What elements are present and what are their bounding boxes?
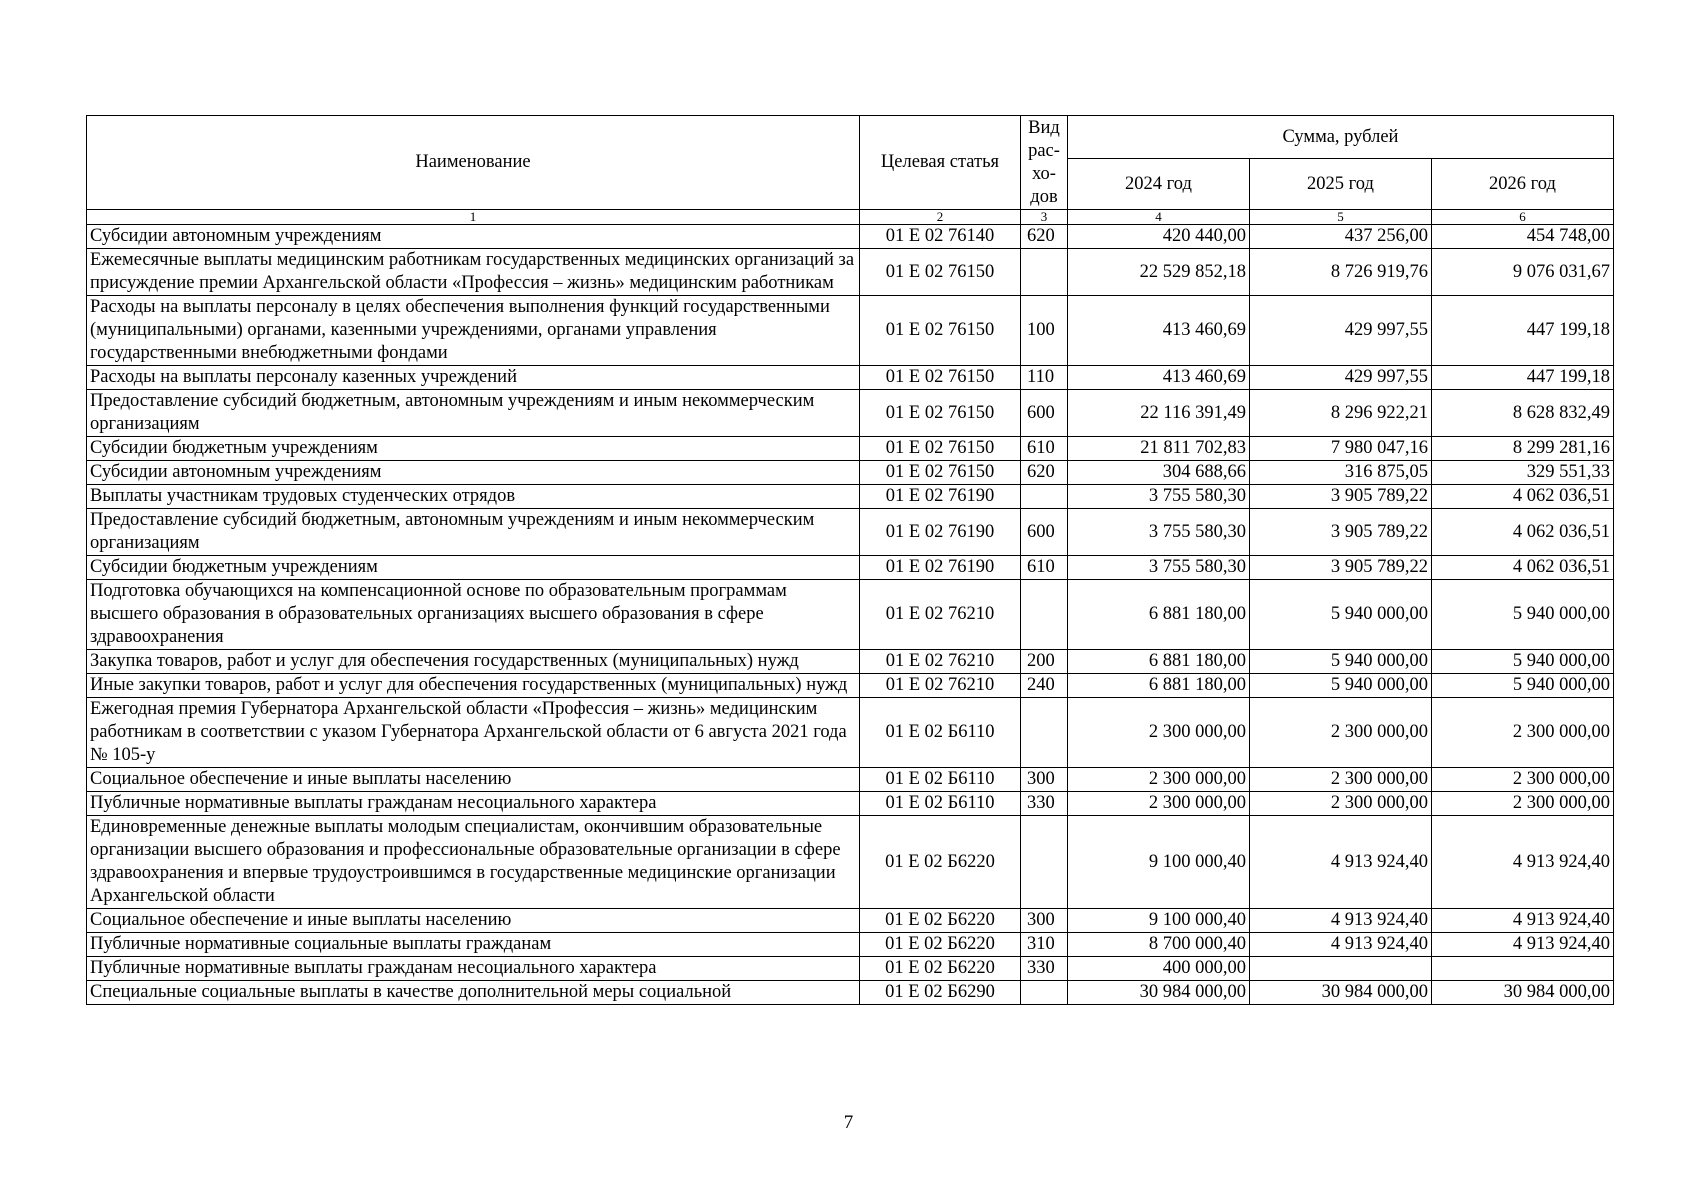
row-amount-2024-cell: 3 755 580,30 — [1068, 485, 1250, 509]
row-amount-2026-cell: 4 913 924,40 — [1432, 933, 1614, 957]
row-amount-2026-cell: 447 199,18 — [1432, 296, 1614, 366]
row-amount-2025-cell: 3 905 789,22 — [1250, 485, 1432, 509]
row-name-cell: Социальное обеспечение и иные выплаты населению — [87, 768, 860, 792]
row-code-cell: 01 Е 02 76210 — [860, 674, 1021, 698]
column-number-row — [87, 210, 1614, 225]
row-amount-2024-cell: 9 100 000,40 — [1068, 909, 1250, 933]
row-expense-type-cell — [1021, 981, 1068, 1005]
row-amount-2025-cell: 4 913 924,40 — [1250, 816, 1432, 909]
row-amount-2026-cell: 4 062 036,51 — [1432, 556, 1614, 580]
row-name-cell: Субсидии автономным учреждениям — [87, 461, 860, 485]
row-name-cell: Единовременные денежные выплаты молодым специалистам, окончившим образовательные организации высшего образования и профессиональные образовательные организации в сфере здравоохранения и впервые трудоустроившимся в государственные медицинские организации Архангельской области — [87, 816, 860, 909]
row-code-cell: 01 Е 02 Б6290 — [860, 981, 1021, 1005]
table-header — [87, 116, 1614, 225]
row-expense-type-cell: 610 — [1021, 437, 1068, 461]
row-code-cell: 01 Е 02 Б6220 — [860, 933, 1021, 957]
header-expense-type: Вид рас-хо-дов — [1021, 116, 1068, 210]
row-code-cell: 01 Е 02 Б6220 — [860, 816, 1021, 909]
row-name-cell: Подготовка обучающихся на компенсационной основе по образовательным программам высшего образования в образовательных организациях высшего образования в сфере здравоохранения — [87, 580, 860, 650]
row-amount-2025-cell: 2 300 000,00 — [1250, 698, 1432, 768]
row-expense-type-cell: 600 — [1021, 390, 1068, 437]
row-name-cell: Выплаты участникам трудовых студенческих отрядов — [87, 485, 860, 509]
table-row — [87, 792, 1614, 816]
row-amount-2024-cell: 6 881 180,00 — [1068, 674, 1250, 698]
column-number: 2 — [860, 210, 1021, 225]
row-name-cell: Ежемесячные выплаты медицинским работникам государственных медицинских организаций за присуждение премии Архангельской области «Профессия – жизнь» медицинским работникам — [87, 249, 860, 296]
row-code-cell: 01 Е 02 76150 — [860, 461, 1021, 485]
row-name-cell: Предоставление субсидий бюджетным, автономным учреждениям и иным некоммерческим организациям — [87, 390, 860, 437]
row-amount-2025-cell — [1250, 957, 1432, 981]
row-amount-2024-cell: 30 984 000,00 — [1068, 981, 1250, 1005]
row-amount-2026-cell: 4 062 036,51 — [1432, 485, 1614, 509]
page-number: 7 — [843, 1112, 854, 1133]
table-row — [87, 249, 1614, 296]
row-amount-2025-cell: 429 997,55 — [1250, 366, 1432, 390]
row-name-cell: Публичные нормативные выплаты гражданам несоциального характера — [87, 792, 860, 816]
table-row — [87, 698, 1614, 768]
row-code-cell: 01 Е 02 76150 — [860, 249, 1021, 296]
row-code-cell: 01 Е 02 76190 — [860, 509, 1021, 556]
row-amount-2024-cell: 8 700 000,40 — [1068, 933, 1250, 957]
row-amount-2024-cell: 413 460,69 — [1068, 296, 1250, 366]
row-amount-2024-cell: 21 811 702,83 — [1068, 437, 1250, 461]
header-sum: Сумма, рублей — [1068, 116, 1614, 159]
row-expense-type-cell — [1021, 816, 1068, 909]
row-amount-2026-cell: 2 300 000,00 — [1432, 698, 1614, 768]
row-expense-type-cell: 330 — [1021, 792, 1068, 816]
row-amount-2026-cell: 4 913 924,40 — [1432, 816, 1614, 909]
row-name-cell: Социальное обеспечение и иные выплаты населению — [87, 909, 860, 933]
row-name-cell: Закупка товаров, работ и услуг для обеспечения государственных (муниципальных) нужд — [87, 650, 860, 674]
row-amount-2026-cell: 8 628 832,49 — [1432, 390, 1614, 437]
row-expense-type-cell: 330 — [1021, 957, 1068, 981]
row-amount-2024-cell: 6 881 180,00 — [1068, 650, 1250, 674]
row-amount-2026-cell: 4 062 036,51 — [1432, 509, 1614, 556]
column-number: 1 — [87, 210, 860, 225]
table-row — [87, 437, 1614, 461]
row-amount-2026-cell: 5 940 000,00 — [1432, 650, 1614, 674]
table-row — [87, 485, 1614, 509]
row-amount-2026-cell: 447 199,18 — [1432, 366, 1614, 390]
column-number: 4 — [1068, 210, 1250, 225]
table-row — [87, 556, 1614, 580]
table-row — [87, 461, 1614, 485]
row-code-cell: 01 Е 02 Б6220 — [860, 957, 1021, 981]
row-name-cell: Субсидии автономным учреждениям — [87, 225, 860, 249]
row-code-cell: 01 Е 02 76140 — [860, 225, 1021, 249]
row-amount-2024-cell: 22 116 391,49 — [1068, 390, 1250, 437]
row-code-cell: 01 Е 02 76150 — [860, 437, 1021, 461]
row-amount-2025-cell: 30 984 000,00 — [1250, 981, 1432, 1005]
table-row — [87, 366, 1614, 390]
row-amount-2025-cell: 316 875,05 — [1250, 461, 1432, 485]
table-row — [87, 650, 1614, 674]
row-name-cell: Специальные социальные выплаты в качестве дополнительной меры социальной — [87, 981, 860, 1005]
table-body — [87, 225, 1614, 1005]
row-expense-type-cell: 200 — [1021, 650, 1068, 674]
row-code-cell: 01 Е 02 76150 — [860, 296, 1021, 366]
table-row — [87, 816, 1614, 909]
row-amount-2024-cell: 3 755 580,30 — [1068, 556, 1250, 580]
row-expense-type-cell: 300 — [1021, 909, 1068, 933]
row-code-cell: 01 Е 02 76150 — [860, 366, 1021, 390]
row-amount-2025-cell: 3 905 789,22 — [1250, 509, 1432, 556]
row-expense-type-cell: 610 — [1021, 556, 1068, 580]
row-expense-type-cell: 620 — [1021, 225, 1068, 249]
row-code-cell: 01 Е 02 Б6110 — [860, 698, 1021, 768]
table-row — [87, 674, 1614, 698]
row-code-cell: 01 Е 02 76150 — [860, 390, 1021, 437]
row-amount-2025-cell: 429 997,55 — [1250, 296, 1432, 366]
table-row — [87, 225, 1614, 249]
header-year-2024: 2024 год — [1068, 159, 1250, 210]
row-amount-2025-cell: 4 913 924,40 — [1250, 909, 1432, 933]
header-target-article: Целевая статья — [860, 116, 1021, 210]
row-amount-2025-cell: 437 256,00 — [1250, 225, 1432, 249]
header-name: Наименование — [87, 116, 860, 210]
column-number: 3 — [1021, 210, 1068, 225]
row-amount-2025-cell: 2 300 000,00 — [1250, 792, 1432, 816]
row-code-cell: 01 Е 02 76210 — [860, 580, 1021, 650]
row-code-cell: 01 Е 02 76190 — [860, 485, 1021, 509]
row-name-cell: Расходы на выплаты персоналу в целях обеспечения выполнения функций государственными (муниципальными) органами, казенными учреждениями, органами управления государственными внебюджетными фондами — [87, 296, 860, 366]
row-expense-type-cell: 300 — [1021, 768, 1068, 792]
row-amount-2026-cell: 2 300 000,00 — [1432, 792, 1614, 816]
row-name-cell: Публичные нормативные социальные выплаты гражданам — [87, 933, 860, 957]
row-expense-type-cell — [1021, 485, 1068, 509]
row-expense-type-cell — [1021, 698, 1068, 768]
row-code-cell: 01 Е 02 Б6110 — [860, 768, 1021, 792]
row-amount-2024-cell: 3 755 580,30 — [1068, 509, 1250, 556]
row-amount-2024-cell: 2 300 000,00 — [1068, 792, 1250, 816]
row-amount-2026-cell: 2 300 000,00 — [1432, 768, 1614, 792]
row-amount-2026-cell: 329 551,33 — [1432, 461, 1614, 485]
row-amount-2025-cell: 5 940 000,00 — [1250, 674, 1432, 698]
row-name-cell: Субсидии бюджетным учреждениям — [87, 556, 860, 580]
budget-table — [86, 115, 1614, 1005]
table-row — [87, 933, 1614, 957]
row-expense-type-cell: 110 — [1021, 366, 1068, 390]
table-row — [87, 957, 1614, 981]
table-row — [87, 390, 1614, 437]
column-number: 5 — [1250, 210, 1432, 225]
row-amount-2025-cell: 5 940 000,00 — [1250, 650, 1432, 674]
row-amount-2026-cell: 5 940 000,00 — [1432, 580, 1614, 650]
row-name-cell: Предоставление субсидий бюджетным, автономным учреждениям и иным некоммерческим организациям — [87, 509, 860, 556]
row-amount-2024-cell: 9 100 000,40 — [1068, 816, 1250, 909]
row-amount-2025-cell: 2 300 000,00 — [1250, 768, 1432, 792]
table-row — [87, 981, 1614, 1005]
row-amount-2024-cell: 2 300 000,00 — [1068, 698, 1250, 768]
row-amount-2025-cell: 8 726 919,76 — [1250, 249, 1432, 296]
row-amount-2026-cell: 5 940 000,00 — [1432, 674, 1614, 698]
row-amount-2026-cell — [1432, 957, 1614, 981]
row-amount-2025-cell: 8 296 922,21 — [1250, 390, 1432, 437]
header-year-2026: 2026 год — [1432, 159, 1614, 210]
row-amount-2024-cell: 413 460,69 — [1068, 366, 1250, 390]
row-name-cell: Субсидии бюджетным учреждениям — [87, 437, 860, 461]
row-amount-2024-cell: 2 300 000,00 — [1068, 768, 1250, 792]
row-expense-type-cell: 100 — [1021, 296, 1068, 366]
row-amount-2026-cell: 30 984 000,00 — [1432, 981, 1614, 1005]
row-amount-2025-cell: 7 980 047,16 — [1250, 437, 1432, 461]
table-row — [87, 580, 1614, 650]
row-expense-type-cell — [1021, 580, 1068, 650]
table-row — [87, 509, 1614, 556]
row-amount-2026-cell: 8 299 281,16 — [1432, 437, 1614, 461]
row-amount-2026-cell: 4 913 924,40 — [1432, 909, 1614, 933]
header-year-2025: 2025 год — [1250, 159, 1432, 210]
row-amount-2025-cell: 4 913 924,40 — [1250, 933, 1432, 957]
table-row — [87, 296, 1614, 366]
row-code-cell: 01 Е 02 Б6110 — [860, 792, 1021, 816]
row-expense-type-cell: 310 — [1021, 933, 1068, 957]
table-row — [87, 909, 1614, 933]
row-amount-2024-cell: 6 881 180,00 — [1068, 580, 1250, 650]
row-amount-2025-cell: 5 940 000,00 — [1250, 580, 1432, 650]
row-name-cell: Ежегодная премия Губернатора Архангельской области «Профессия – жизнь» медицинским работникам в соответствии с указом Губернатора Архангельской области от 6 августа 2021 года № 105-у — [87, 698, 860, 768]
row-expense-type-cell: 600 — [1021, 509, 1068, 556]
row-expense-type-cell: 620 — [1021, 461, 1068, 485]
row-amount-2024-cell: 22 529 852,18 — [1068, 249, 1250, 296]
column-number: 6 — [1432, 210, 1614, 225]
row-amount-2026-cell: 454 748,00 — [1432, 225, 1614, 249]
row-amount-2025-cell: 3 905 789,22 — [1250, 556, 1432, 580]
row-name-cell: Публичные нормативные выплаты гражданам несоциального характера — [87, 957, 860, 981]
row-name-cell: Расходы на выплаты персоналу казенных учреждений — [87, 366, 860, 390]
row-expense-type-cell — [1021, 249, 1068, 296]
row-expense-type-cell: 240 — [1021, 674, 1068, 698]
row-amount-2024-cell: 304 688,66 — [1068, 461, 1250, 485]
row-name-cell: Иные закупки товаров, работ и услуг для обеспечения государственных (муниципальных) нужд — [87, 674, 860, 698]
table-row — [87, 768, 1614, 792]
row-amount-2024-cell: 400 000,00 — [1068, 957, 1250, 981]
row-amount-2026-cell: 9 076 031,67 — [1432, 249, 1614, 296]
row-code-cell: 01 Е 02 76190 — [860, 556, 1021, 580]
row-amount-2024-cell: 420 440,00 — [1068, 225, 1250, 249]
row-code-cell: 01 Е 02 Б6220 — [860, 909, 1021, 933]
row-code-cell: 01 Е 02 76210 — [860, 650, 1021, 674]
